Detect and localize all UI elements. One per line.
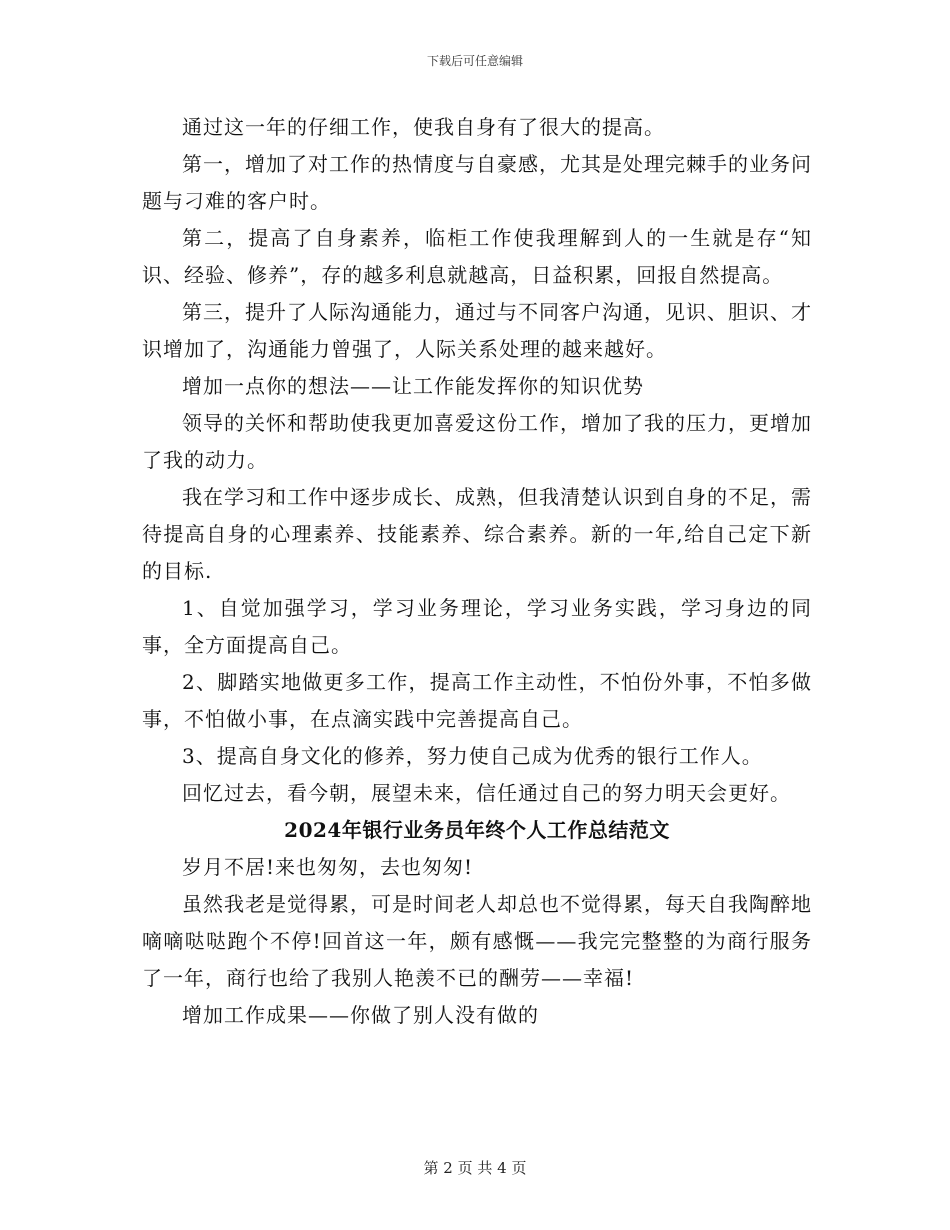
paragraph: 领导的关怀和帮助使我更加喜爱这份工作，增加了我的压力，更增加了我的动力。 xyxy=(142,411,812,472)
paragraph: 虽然我老是觉得累，可是时间老人却总也不觉得累，每天自我陶醉地嘀嘀哒哒跑个不停!回首这一年，颇有感慨——我完完整整的为商行服务了一年，商行也给了我别人艳羡不已的酬劳——幸福! xyxy=(142,892,812,990)
document-body xyxy=(142,109,812,1034)
paragraph: 通过这一年的仔细工作，使我自身有了很大的提高。 xyxy=(182,115,665,139)
paragraph: 第一，增加了对工作的热情度与自豪感，尤其是处理完棘手的业务问题与刁难的客户时。 xyxy=(142,152,812,213)
list-item: 1、自觉加强学习，学习业务理论，学习业务实践，学习身边的同事，全方面提高自己。 xyxy=(142,596,812,657)
paragraph: 我在学习和工作中逐步成长、成熟，但我清楚认识到自身的不足，需待提高自身的心理素养、技能素养、综合素养。新的一年,给自己定下新的目标. xyxy=(142,485,812,583)
paragraph: 增加工作成果——你做了别人没有做的 xyxy=(182,1003,539,1027)
list-item: 3、提高自身文化的修养，努力使自己成为优秀的银行工作人。 xyxy=(182,744,763,768)
section-title: 2024年银行业务员年终个人工作总结范文 xyxy=(284,818,670,842)
page-header-note: 下载后可任意编辑 xyxy=(426,54,523,68)
paragraph: 回忆过去，看今朝，展望未来，信任通过自己的努力明天会更好。 xyxy=(182,781,791,805)
paragraph: 岁月不居!来也匆匆，去也匆匆! xyxy=(182,855,474,879)
page-number: 第 2 页 共 4 页 xyxy=(423,1159,527,1177)
list-item: 2、脚踏实地做更多工作，提高工作主动性，不怕份外事，不怕多做事，不怕做小事，在点滴实践中完善提高自己。 xyxy=(142,670,812,731)
paragraph: 第三，提升了人际沟通能力，通过与不同客户沟通，见识、胆识、才识增加了，沟通能力曾强了，人际关系处理的越来越好。 xyxy=(142,300,812,361)
paragraph: 第二，提高了自身素养，临柜工作使我理解到人的一生就是存“知识、经验、修养”，存的越多利息就越高，日益积累，回报自然提高。 xyxy=(142,226,812,287)
paragraph: 增加一点你的想法——让工作能发挥你的知识优势 xyxy=(182,374,644,398)
